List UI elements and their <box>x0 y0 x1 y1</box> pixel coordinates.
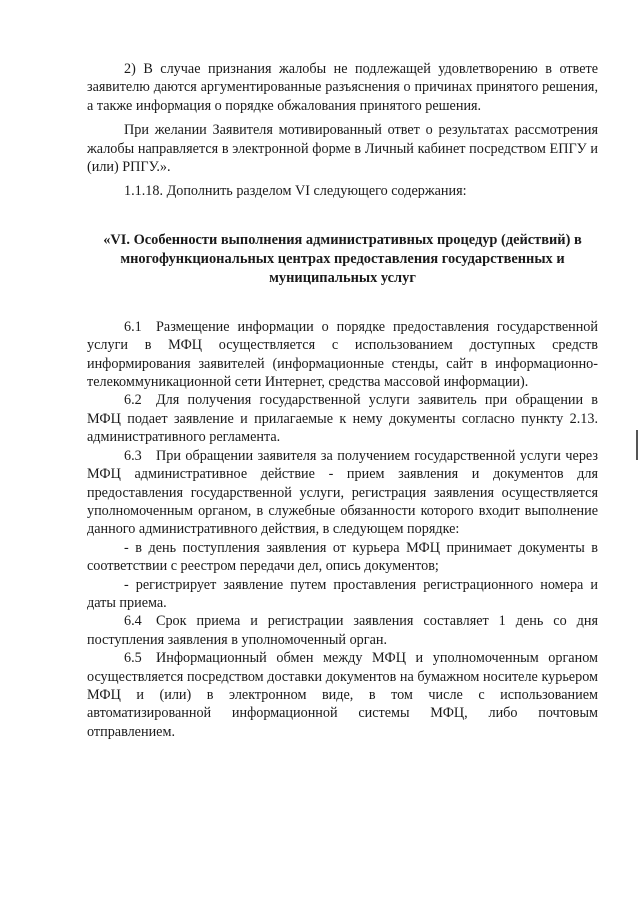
item-6-1 <box>87 318 598 392</box>
item-text: Для получения государственной услуги заявитель при обращении в МФЦ подает заявление и прилагаемые к нему документы согласно пункту 2.13. административного регламента. <box>87 392 598 446</box>
bullet-receive-documents: - в день поступления заявления от курьера МФЦ принимает документы в соответствии с реестром передачи дел, опись документов; <box>87 539 598 575</box>
paragraph-electronic-answer: При желании Заявителя мотивированный ответ о результатах рассмотрения жалобы направляется в электронной форме в Личный кабинет посредством ЕПГУ и (или) РПГУ.». <box>87 122 598 176</box>
scan-margin-mark <box>636 430 638 460</box>
paragraph-amendment: 1.1.18. Дополнить разделом VI следующего содержания: <box>124 183 467 200</box>
item-text: Размещение информации о порядке предоставления государственной услуги в МФЦ осуществляется с использованием доступных средств информирования заявителей (информационные стенды, сайт в информационно-телекоммуникационной сети Интернет, средства массовой информации). <box>87 318 598 391</box>
item-text: Информационный обмен между МФЦ и уполномоченным органом осуществляется посредством доставки документов на бумажном носителе курьером МФЦ и (или) в электронном виде, в том числе с использованием автоматизированной информационной системы МФЦ, либо почтовым отправлением. <box>87 650 598 740</box>
item-text: При обращении заявителя за получением государственной услуги через МФЦ административное действие - прием заявления и документов для предоставления государственной услуги, регистрация заявления осуществляется уполномоченным органом, в служебные обязанности которого входит выполнение данного административного действия, в следующем порядке: <box>87 447 598 538</box>
item-number: 6.3 <box>124 447 142 464</box>
item-number: 6.2 <box>124 392 142 409</box>
item-6-3 <box>87 447 598 539</box>
item-6-2 <box>87 391 598 446</box>
section-heading: «VI. Особенности выполнения административных процедур (действий) в многофункциональных центрах предоставления государственных и муниципальных услуг <box>103 231 582 286</box>
bullet-register-application: - регистрирует заявление путем проставления регистрационного номера и даты приема. <box>87 576 598 611</box>
item-number: 6.5 <box>124 650 142 667</box>
paragraph-complaint-rejection: 2) В случае признания жалобы не подлежащей удовлетворению в ответе заявителю даются аргументированные разъяснения о причинах принятого решения, а также информация о порядке обжалования принятого решения. <box>87 61 598 114</box>
item-6-5 <box>87 649 598 741</box>
item-number: 6.4 <box>124 613 142 630</box>
document-page <box>87 60 598 741</box>
item-text: Срок приема и регистрации заявления составляет 1 день со дня поступления заявления в уполномоченный орган. <box>87 613 598 648</box>
item-6-4 <box>87 612 598 649</box>
item-number: 6.1 <box>124 318 142 335</box>
